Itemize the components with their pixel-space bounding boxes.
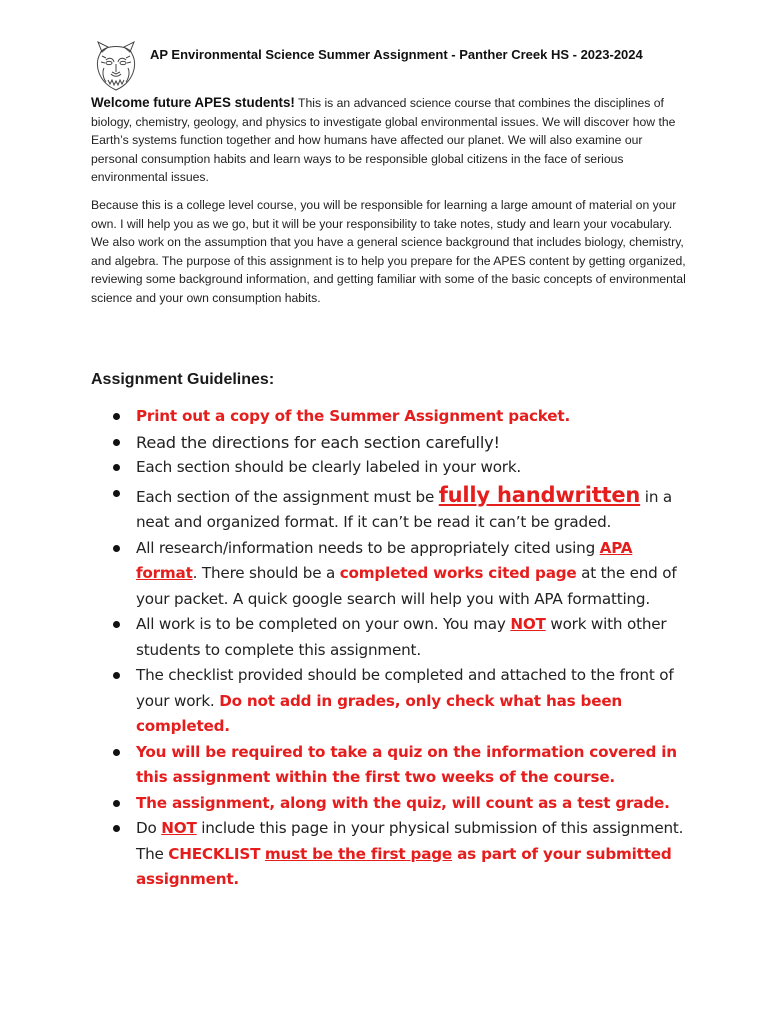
emphasis-text: APA format [136,538,633,582]
emphasis-text: The assignment, along with the quiz, will count as a test grade. [136,793,670,812]
emphasis-text: NOT [510,615,546,633]
emphasis-text: must be the first page [264,844,453,863]
guideline-text: Each section of the assignment must be [136,487,439,506]
guideline-item [108,536,688,613]
emphasis-text: fully handwritten [438,482,641,507]
guidelines-list [108,404,688,893]
guideline-item [108,612,688,663]
guideline-item [108,430,688,456]
emphasis-text: Do not add in grades, only check what has been completed. [136,691,623,735]
emphasis-text: as part of your submitted assignment. [136,844,672,888]
guideline-text: work with other students to complete this assignment. [136,615,667,659]
guideline-item [108,791,688,817]
guideline-text: include this page in your physical submission of this assignment. The [136,819,684,863]
intro-paragraph-1 [91,94,691,187]
guideline-item [108,455,688,481]
guideline-item [108,740,688,791]
guideline-item [108,816,688,893]
document-title: AP Environmental Science Summer Assignment - Panther Creek HS - 2023-2024 [150,47,643,62]
guideline-item [108,663,688,740]
emphasis-text: NOT [161,819,197,837]
guideline-text: All work is to be completed on your own. You may [136,615,511,633]
intro-section [91,94,691,317]
panther-logo-icon [92,38,140,92]
guideline-text: in a neat and organized format. If it can’t be read it can’t be graded. [136,487,672,531]
intro-paragraph-2: Because this is a college level course, you will be responsible for learning a large amount of material on your own. I will help you as we go, but it will be your responsibility to take notes, study and learn your vocabulary. We also work on the assumption that you have a general science background that includes biology, chemistry, and algebra. The purpose of this assignment is to help you prepare for the APES content by getting organized, reviewing some background information, and getting familiar with some of the basic concepts of environmental science and your own consumption habits. [91,197,686,305]
guideline-text: Print out a copy of the Summer Assignment packet. [136,407,571,425]
guideline-text: Do [136,819,162,837]
guideline-text: . There should be a [192,564,340,582]
guideline-text: Each section should be clearly labeled in your work. [136,458,522,476]
guideline-text: All research/information needs to be appropriately cited using [136,538,600,557]
guideline-item [108,481,688,536]
intro-paragraph-1-text: This is an advanced science course that combines the disciplines of biology, chemistry, geology, and physics to investigate global environmental issues. We will discover how the Earth’s systems function together and how humans have affected our planet. We will also examine our personal consumption habits and learn ways to be responsible global citizens in the face of serious environmental issues. [91,96,676,185]
emphasis-text: You will be required to take a quiz on the information covered in this assignment within the first two weeks of the course. [136,742,677,786]
guideline-item [108,404,688,430]
emphasis-text: CHECKLIST [168,844,261,863]
guideline-text: The checklist provided should be completed and attached to the front of your work. [136,666,674,710]
guidelines-heading: Assignment Guidelines: [91,371,275,388]
emphasis-text: completed works cited page [339,564,577,582]
guideline-text: at the end of your packet. A quick google search will help you with APA formatting. [136,564,677,608]
welcome-lead: Welcome future APES students! [91,95,295,110]
guideline-text: Read the directions for each section carefully! [136,432,500,452]
